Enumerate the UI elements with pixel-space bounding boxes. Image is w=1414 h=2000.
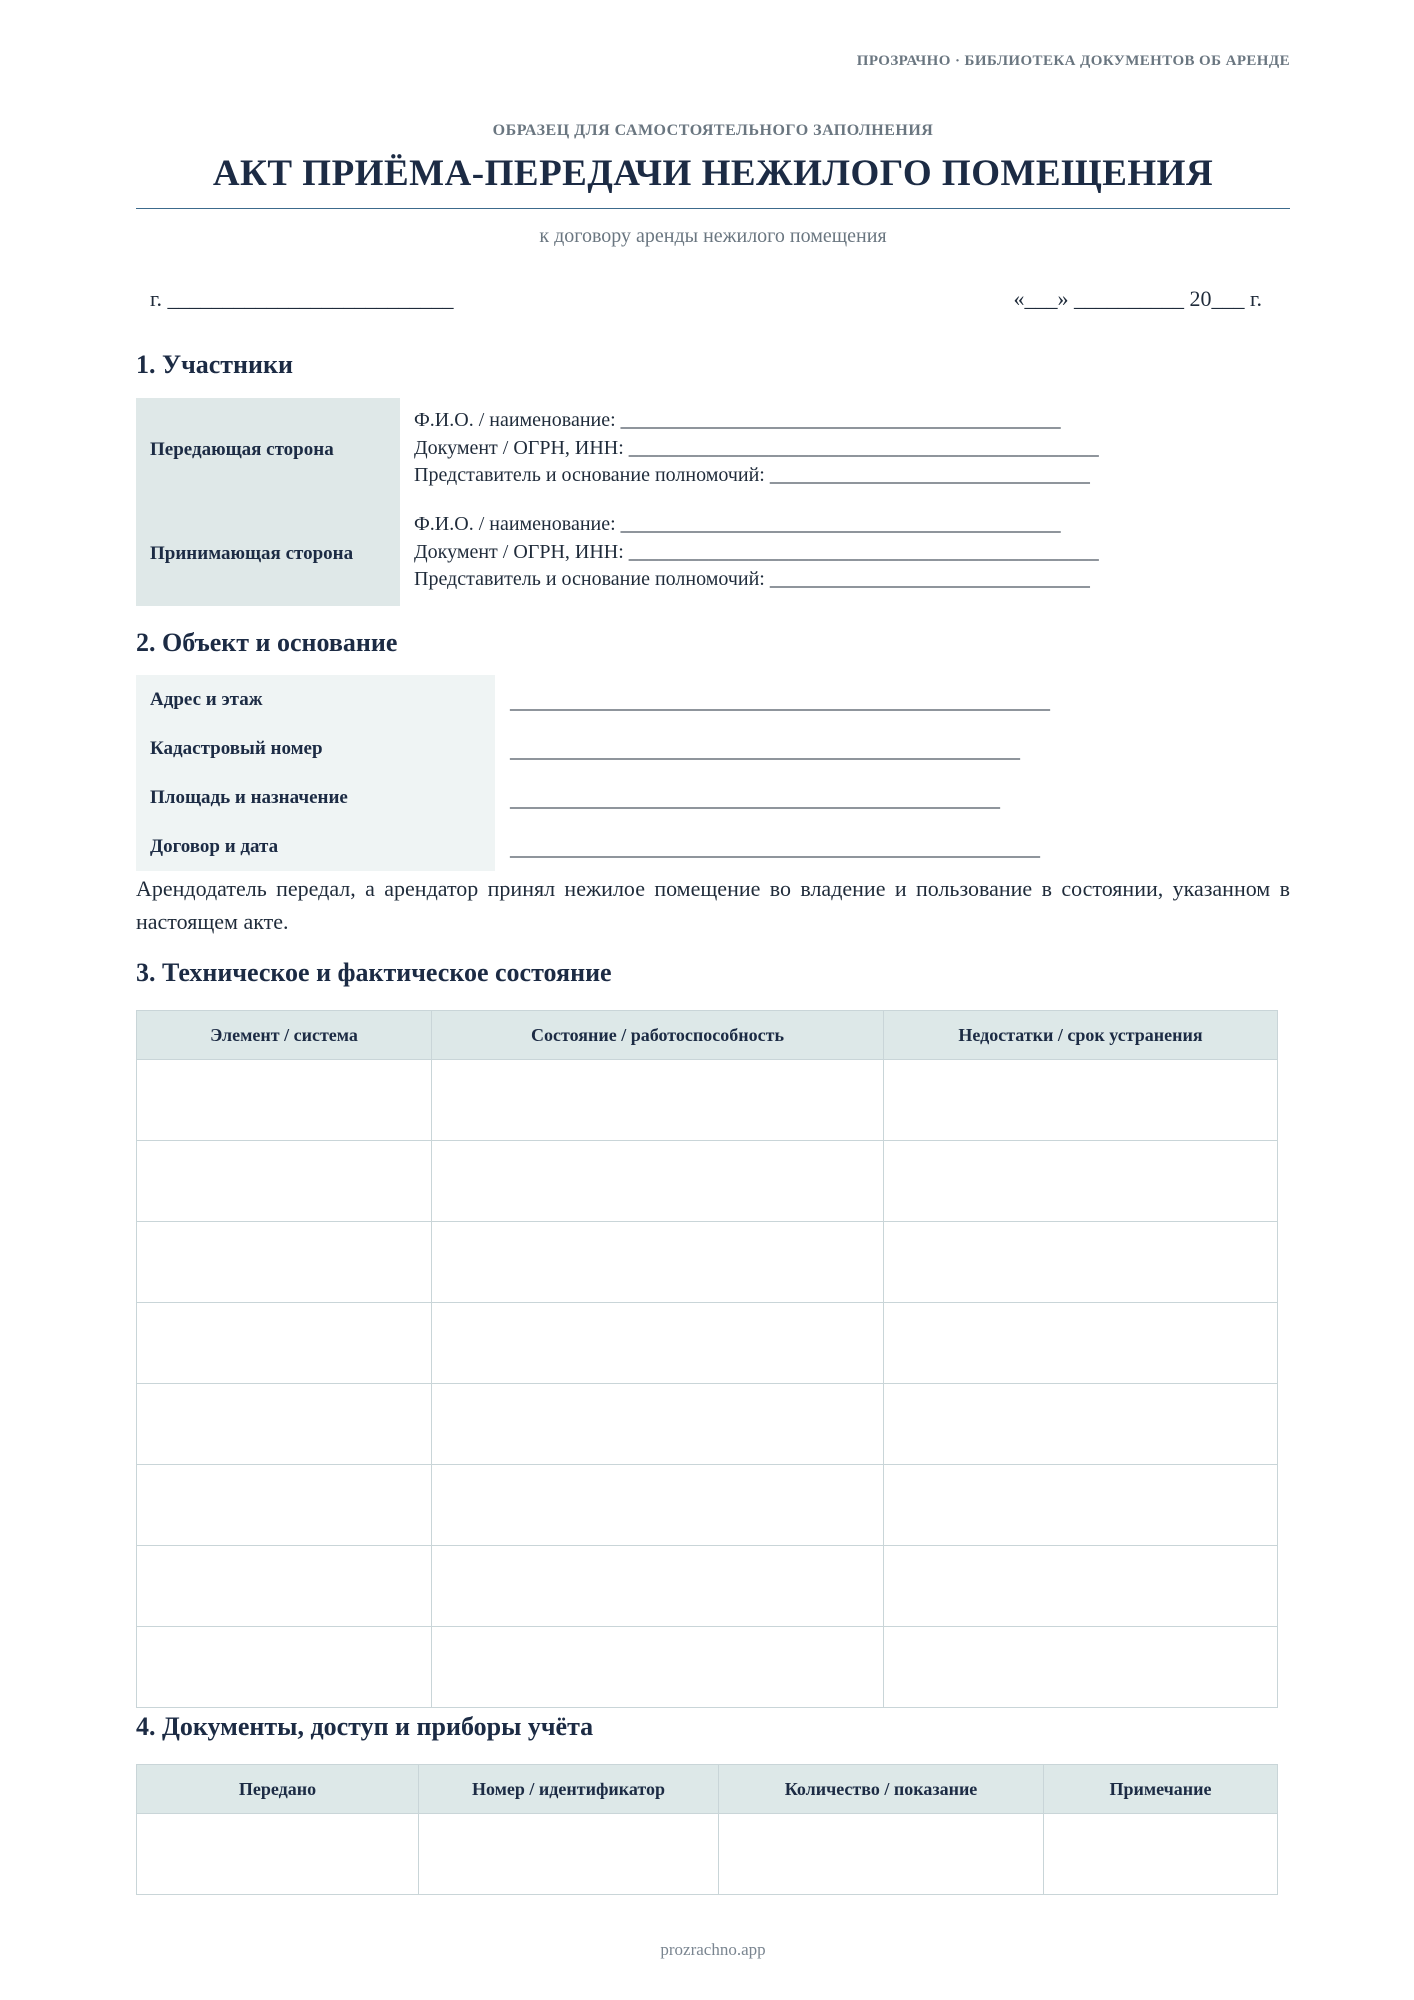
table-cell[interactable] bbox=[884, 1384, 1278, 1465]
footer-site: prozrachno.app bbox=[660, 1940, 766, 1959]
column-header: Номер / идентификатор bbox=[419, 1765, 719, 1814]
documents-header-row bbox=[137, 1765, 1278, 1814]
condition-table-body bbox=[137, 1060, 1278, 1708]
condition-header-row bbox=[137, 1011, 1278, 1060]
documents-table bbox=[136, 1764, 1278, 1895]
documents-table-body bbox=[137, 1814, 1278, 1895]
object-row-area bbox=[136, 773, 1290, 822]
table-cell[interactable] bbox=[432, 1060, 884, 1141]
title-divider bbox=[136, 208, 1290, 209]
column-header: Элемент / система bbox=[137, 1011, 432, 1060]
object-label: Договор и дата bbox=[136, 822, 495, 871]
section-heading-object: 2. Объект и основание bbox=[136, 628, 398, 657]
table-cell[interactable] bbox=[884, 1222, 1278, 1303]
condition-row bbox=[137, 1465, 1278, 1546]
object-value: ______________________________________________________ bbox=[510, 691, 1050, 713]
table-cell[interactable] bbox=[137, 1141, 432, 1222]
table-cell[interactable] bbox=[137, 1814, 419, 1895]
object-value: _____________________________________________________ bbox=[510, 838, 1040, 860]
party-field-document: Документ / ОГРН, ИНН: _______________________________________________ bbox=[414, 436, 1099, 459]
table-cell[interactable] bbox=[884, 1060, 1278, 1141]
participants-table bbox=[136, 398, 1290, 606]
table-cell[interactable] bbox=[432, 1141, 884, 1222]
table-cell[interactable] bbox=[884, 1141, 1278, 1222]
party-field-representative: Представитель и основание полномочий: ________________________________ bbox=[414, 464, 1090, 486]
table-cell[interactable] bbox=[419, 1814, 719, 1895]
document-subtitle: к договору аренды нежилого помещения bbox=[539, 225, 887, 247]
header-brand: ПРОЗРАЧНО · БИБЛИОТЕКА ДОКУМЕНТОВ ОБ АРЕНДЕ bbox=[856, 53, 1290, 69]
table-cell[interactable] bbox=[137, 1627, 432, 1708]
table-cell[interactable] bbox=[137, 1546, 432, 1627]
condition-row bbox=[137, 1384, 1278, 1465]
table-cell[interactable] bbox=[884, 1627, 1278, 1708]
section-heading-documents: 4. Документы, доступ и приборы учёта bbox=[136, 1712, 594, 1741]
table-cell[interactable] bbox=[719, 1814, 1044, 1895]
section-heading-participants: 1. Участники bbox=[136, 350, 293, 379]
condition-row bbox=[137, 1303, 1278, 1384]
column-header: Состояние / работоспособность bbox=[432, 1011, 884, 1060]
table-cell[interactable] bbox=[884, 1546, 1278, 1627]
condition-row bbox=[137, 1546, 1278, 1627]
party-field-document: Документ / ОГРН, ИНН: _______________________________________________ bbox=[414, 540, 1099, 563]
document-page bbox=[136, 0, 1290, 2000]
party-field-name: Ф.И.О. / наименование: ____________________________________________ bbox=[414, 513, 1061, 535]
object-row-cadastral bbox=[136, 724, 1290, 773]
object-table bbox=[136, 675, 1290, 871]
object-value: _________________________________________________ bbox=[510, 789, 1000, 811]
table-cell[interactable] bbox=[1044, 1814, 1278, 1895]
section-heading-condition: 3. Техническое и фактическое состояние bbox=[136, 958, 612, 987]
condition-row bbox=[137, 1627, 1278, 1708]
column-header: Передано bbox=[137, 1765, 419, 1814]
table-cell[interactable] bbox=[432, 1303, 884, 1384]
document-title: АКТ ПРИЁМА-ПЕРЕДАЧИ НЕЖИЛОГО ПОМЕЩЕНИЯ bbox=[212, 153, 1214, 194]
party-field-name: Ф.И.О. / наименование: ____________________________________________ bbox=[414, 409, 1061, 431]
table-cell[interactable] bbox=[137, 1384, 432, 1465]
condition-row bbox=[137, 1222, 1278, 1303]
transfer-statement: Арендодатель передал, а арендатор принял нежилое помещение во владение и пользование в состоянии, указанном в настоящем акте. bbox=[136, 876, 1290, 934]
table-cell[interactable] bbox=[884, 1465, 1278, 1546]
party-row-receiving bbox=[136, 502, 1290, 606]
condition-row bbox=[137, 1141, 1278, 1222]
condition-row bbox=[137, 1060, 1278, 1141]
table-cell[interactable] bbox=[432, 1384, 884, 1465]
table-cell[interactable] bbox=[137, 1465, 432, 1546]
object-label: Площадь и назначение bbox=[136, 773, 495, 822]
column-header: Количество / показание bbox=[719, 1765, 1044, 1814]
documents-row bbox=[137, 1814, 1278, 1895]
party-label: Принимающая сторона bbox=[136, 502, 400, 606]
table-cell[interactable] bbox=[432, 1627, 884, 1708]
party-fields bbox=[400, 398, 1099, 502]
table-cell[interactable] bbox=[137, 1303, 432, 1384]
date-field: «___» __________ 20___ г. bbox=[1013, 286, 1262, 311]
condition-table bbox=[136, 1010, 1278, 1708]
table-cell[interactable] bbox=[432, 1222, 884, 1303]
object-row-contract bbox=[136, 822, 1290, 871]
place-field: г. __________________________ bbox=[150, 286, 454, 311]
object-row-address bbox=[136, 675, 1290, 724]
object-label: Адрес и этаж bbox=[136, 675, 495, 724]
table-cell[interactable] bbox=[432, 1465, 884, 1546]
sample-label: ОБРАЗЕЦ ДЛЯ САМОСТОЯТЕЛЬНОГО ЗАПОЛНЕНИЯ bbox=[492, 122, 934, 139]
column-header: Примечание bbox=[1044, 1765, 1278, 1814]
table-cell[interactable] bbox=[884, 1303, 1278, 1384]
table-cell[interactable] bbox=[432, 1546, 884, 1627]
object-value: ___________________________________________________ bbox=[510, 740, 1020, 762]
column-header: Недостатки / срок устранения bbox=[884, 1011, 1278, 1060]
party-row-transferring bbox=[136, 398, 1290, 502]
object-label: Кадастровый номер bbox=[136, 724, 495, 773]
party-fields bbox=[400, 502, 1099, 606]
table-cell[interactable] bbox=[137, 1060, 432, 1141]
party-label: Передающая сторона bbox=[136, 398, 400, 502]
table-cell[interactable] bbox=[137, 1222, 432, 1303]
party-field-representative: Представитель и основание полномочий: ________________________________ bbox=[414, 568, 1090, 590]
